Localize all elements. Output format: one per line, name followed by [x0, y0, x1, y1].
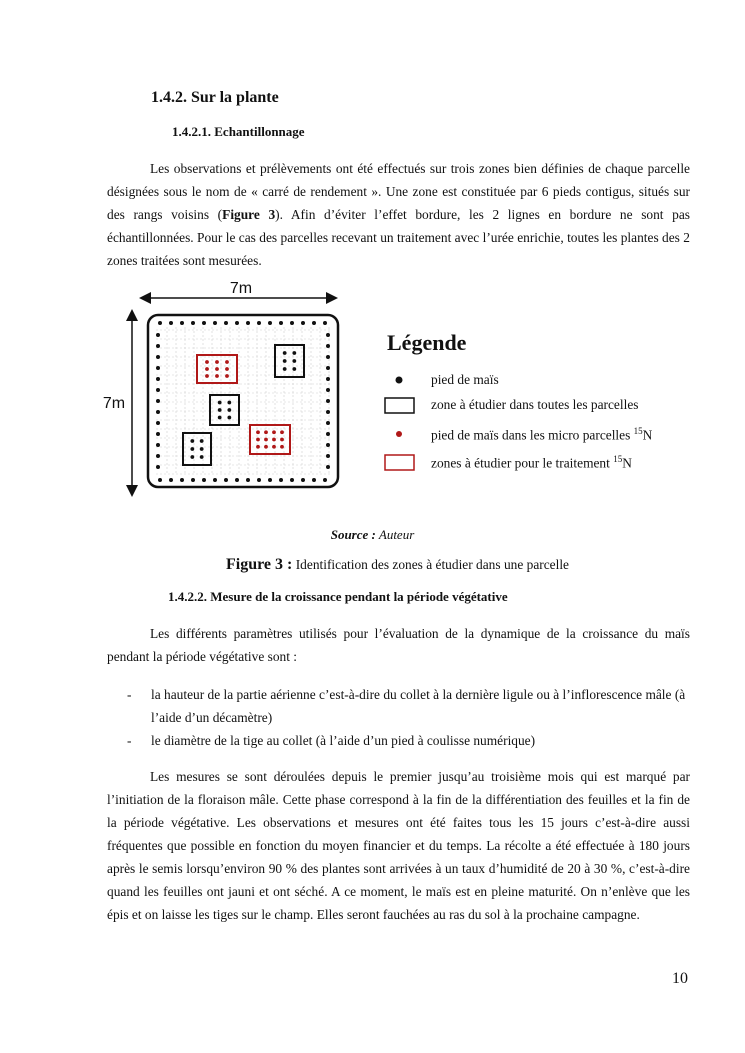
maize-plant	[156, 421, 160, 425]
maize-plant	[156, 366, 160, 370]
maize-plant	[156, 454, 160, 458]
plant-dot	[264, 438, 268, 442]
plant-dot	[272, 445, 276, 449]
maize-plant	[326, 333, 330, 337]
paragraph-sampling	[107, 157, 690, 272]
maize-plant	[202, 321, 206, 325]
maize-plant	[326, 421, 330, 425]
maize-plant	[156, 344, 160, 348]
maize-plant	[257, 478, 261, 482]
plant-dot	[227, 416, 231, 420]
maize-plant	[169, 478, 173, 482]
maize-plant	[326, 366, 330, 370]
maize-plant	[191, 321, 195, 325]
plant-dot	[218, 401, 222, 405]
maize-plant	[268, 321, 272, 325]
maize-plant	[156, 399, 160, 403]
figure-source: Source : Auteur	[330, 527, 415, 542]
red-rectangle-icon	[384, 454, 416, 472]
maize-plant	[279, 478, 283, 482]
maize-plant	[279, 321, 283, 325]
plant-dot	[227, 408, 231, 412]
plant-dot	[225, 367, 229, 371]
maize-plant	[312, 321, 316, 325]
maize-plant	[156, 465, 160, 469]
maize-plant	[326, 443, 330, 447]
plant-dot	[200, 439, 204, 443]
black-dot-icon	[384, 372, 416, 390]
plant-dot	[225, 360, 229, 364]
maize-plant	[180, 478, 184, 482]
page-number: 10	[672, 970, 688, 987]
plant-dot	[292, 359, 296, 363]
width-label: 7m	[229, 280, 253, 297]
maize-plant	[202, 478, 206, 482]
maize-plant	[156, 410, 160, 414]
maize-plant	[235, 321, 239, 325]
black-rectangle-icon	[384, 397, 416, 415]
maize-plant	[158, 321, 162, 325]
para1-text-after: ). Afin d’éviter l’effet bordure, les 2 lignes en bordure ne sont pas échantillonnées. Pour le cas des parcelles recevant un traitement avec l’urée enrichie, toutes les plantes des 2 zones traitées sont mesurées.	[107, 207, 690, 268]
maize-plant	[213, 478, 217, 482]
legend	[384, 330, 704, 480]
plant-dot	[256, 430, 260, 434]
maize-plant	[290, 478, 294, 482]
maize-plant	[323, 478, 327, 482]
maize-plant	[326, 465, 330, 469]
paragraph-measurements: Les mesures se sont déroulées depuis le premier jusqu’au troisième mois qui est marqué par l’initiation de la floraison mâle. Cette phase correspond à la fin de la différentiation des feuilles et la fin de la période végétative. Les observations et mesures ont été faites tous les 15 jours c’est-à-dire aussi fréquentes que possible en fonction du moyen financier et du temps. La récolte a été effectuée à 180 jours après le semis lorsqu’environ 90 % des plantes sont arrivées à un taux d’humidité de 20 à 30 %, c’est-à-dire quand les feuilles ont jauni et ont séché. A ce moment, le maïs est en pleine maturité. On n’enlève que les épis et on laisse les tiges sur le champ. Elles seront fauchées au ras du sol à la prochaine campagne.	[107, 769, 690, 922]
maize-plant	[224, 478, 228, 482]
figure-reference: Figure 3	[222, 207, 276, 222]
maize-plant	[326, 432, 330, 436]
parameter-list	[127, 683, 692, 752]
parcel-diagram	[100, 275, 345, 498]
plant-dot	[190, 439, 194, 443]
maize-plant	[326, 344, 330, 348]
maize-plant	[235, 478, 239, 482]
plant-dot	[264, 445, 268, 449]
maize-plant	[213, 321, 217, 325]
maize-plant	[301, 478, 305, 482]
maize-plant	[180, 321, 184, 325]
plant-dot	[264, 430, 268, 434]
plant-dot	[256, 438, 260, 442]
maize-plant	[246, 478, 250, 482]
study-zone-1	[275, 345, 304, 377]
list-item: - la hauteur de la partie aérienne c’est-à-dire du collet à la dernière ligule ou à l’inflorescence mâle (à l’aide d’un décamètre)	[127, 687, 686, 725]
plant-dot	[190, 447, 194, 451]
para1-text-before: Les observations et prélèvements ont été effectués sur trois zones bien définies de chaque parcelle désignées sous le nom de « carré de rendement ». Une zone est constituée par 6 pieds contigus, situés sur des rangs voisins (	[107, 161, 690, 222]
plant-dot	[218, 408, 222, 412]
plant-dot	[200, 455, 204, 459]
legend-text: zone à étudier dans toutes les parcelles	[431, 397, 639, 412]
maize-plant	[326, 454, 330, 458]
figure-caption: Figure 3 : Identification des zones à étudier dans une parcelle	[226, 556, 569, 573]
subsection-heading-growth: 1.4.2.2. Mesure de la croissance pendant la période végétative	[168, 589, 508, 604]
legend-text: pied de maïs dans les micro parcelles $^{15}$N	[431, 426, 653, 443]
maize-plant	[156, 443, 160, 447]
height-label: 7m	[102, 395, 126, 412]
red-dot-icon	[384, 426, 416, 444]
plant-dot	[205, 367, 209, 371]
section-heading: 1.4.2. Sur la plante	[151, 89, 279, 106]
plant-dot	[280, 445, 284, 449]
plant-dot	[280, 438, 284, 442]
plant-dot	[272, 430, 276, 434]
maize-plant	[312, 478, 316, 482]
plant-dot	[215, 367, 219, 371]
maize-plant	[323, 321, 327, 325]
plant-dot	[283, 351, 287, 355]
maize-plant	[246, 321, 250, 325]
plant-dot	[292, 367, 296, 371]
maize-plant	[191, 478, 195, 482]
legend-text: pied de maïs	[431, 372, 499, 387]
maize-plant	[301, 321, 305, 325]
plant-dot	[256, 445, 260, 449]
maize-plant	[169, 321, 173, 325]
maize-plant	[257, 321, 261, 325]
maize-plant	[156, 432, 160, 436]
plant-dot	[283, 367, 287, 371]
plant-dot	[215, 360, 219, 364]
paragraph-parameters: Les différents paramètres utilisés pour l’évaluation de la dynamique de la croissance du maïs pendant la période végétative sont :	[107, 626, 690, 664]
plant-dot	[225, 374, 229, 378]
subsection-heading-sampling: 1.4.2.1. Echantillonnage	[172, 124, 305, 139]
parcel-border	[148, 315, 338, 487]
legend-text: zones à étudier pour le traitement $^{15}$N	[431, 454, 632, 471]
plant-dot	[190, 455, 194, 459]
maize-plant	[326, 399, 330, 403]
maize-plant	[268, 478, 272, 482]
maize-plant	[326, 410, 330, 414]
plant-dot	[292, 351, 296, 355]
plant-dot	[200, 447, 204, 451]
maize-plant	[326, 377, 330, 381]
maize-plant	[290, 321, 294, 325]
maize-plant	[326, 355, 330, 359]
list-item: - le diamètre de la tige au collet (à l’aide d’un pied à coulisse numérique)	[127, 733, 536, 748]
maize-plant	[224, 321, 228, 325]
plant-dot	[227, 401, 231, 405]
plant-dot	[215, 374, 219, 378]
maize-plant	[156, 355, 160, 359]
plant-dot	[205, 374, 209, 378]
maize-plant	[156, 377, 160, 381]
maize-plant	[326, 388, 330, 392]
plant-dot	[283, 359, 287, 363]
maize-plant	[156, 333, 160, 337]
plant-dot	[218, 416, 222, 420]
study-zone-2	[210, 395, 239, 425]
plant-dot	[280, 430, 284, 434]
legend-title: Légende	[387, 330, 467, 355]
plant-dot	[272, 438, 276, 442]
plant-dot	[205, 360, 209, 364]
maize-plant	[158, 478, 162, 482]
maize-plant	[156, 388, 160, 392]
